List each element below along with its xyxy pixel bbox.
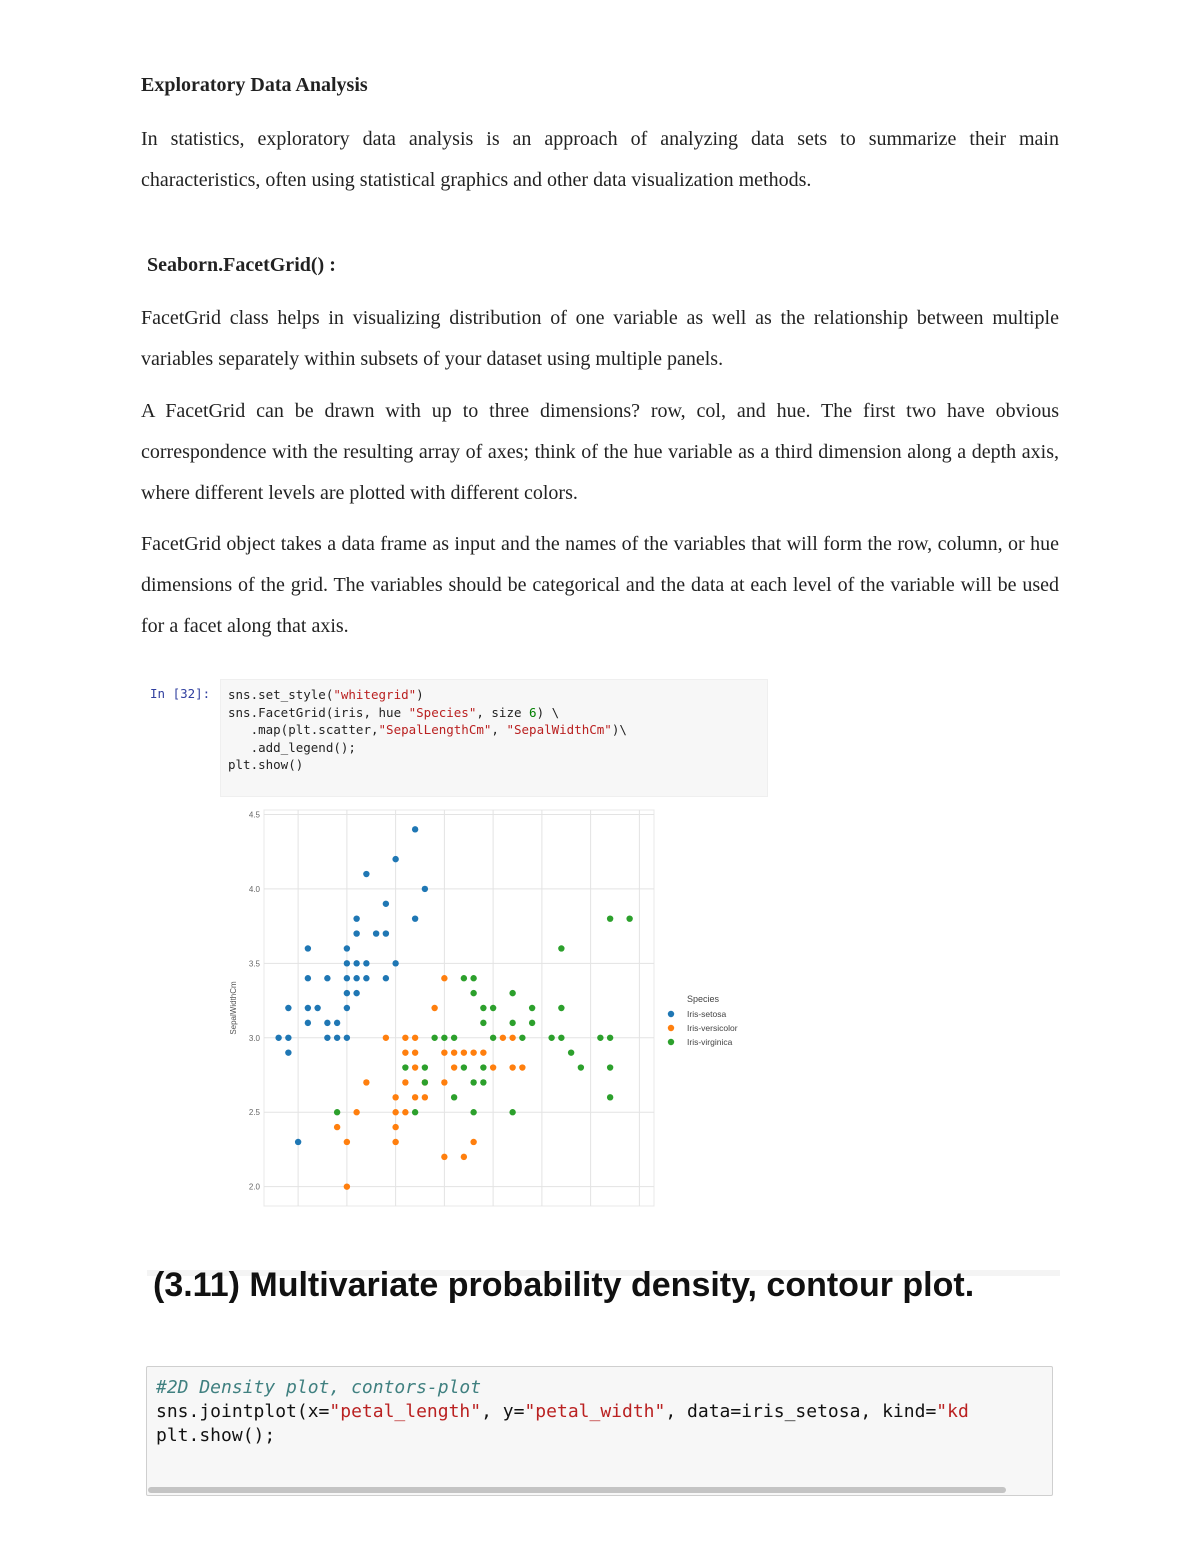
data-point [490, 1064, 496, 1070]
data-point [412, 1035, 418, 1041]
legend-marker [668, 1039, 674, 1045]
data-point [353, 990, 359, 996]
data-point [305, 945, 311, 951]
data-point [441, 975, 447, 981]
data-point [529, 1020, 535, 1026]
data-point [392, 1124, 398, 1130]
plot-area [264, 810, 654, 1206]
data-point [500, 1035, 506, 1041]
data-point [344, 1139, 350, 1145]
section-title: (3.11) Multivariate probability density, contour plot. [153, 1266, 975, 1304]
data-point [422, 1064, 428, 1070]
code-token: ) \ [536, 704, 560, 720]
data-point [451, 1049, 457, 1055]
code-string: "whitegrid" [333, 687, 417, 702]
paragraph-input: FacetGrid object takes a data frame as input and the names of the variables that will form the row, column, or hue dimensions of the grid. The variables should be categorical and the data at each level of the variable will be used for a facet along that axis. [141, 533, 1059, 637]
data-point [558, 945, 564, 951]
code-token: sns.FacetGrid(iris, hue [228, 704, 409, 720]
code-token: , size [476, 704, 530, 720]
heading: Exploratory Data Analysis [141, 74, 368, 96]
data-point [470, 1109, 476, 1115]
data-point [480, 1005, 486, 1011]
data-point [480, 1049, 486, 1055]
y-tick-labels [249, 810, 261, 1191]
code-string: "petal_length" [329, 1401, 482, 1422]
data-point [578, 1064, 584, 1070]
data-point [344, 960, 350, 966]
data-point [412, 1049, 418, 1055]
data-point [509, 1109, 515, 1115]
data-point [295, 1139, 301, 1145]
data-point [334, 1035, 340, 1041]
data-point [285, 1049, 291, 1055]
horizontal-scrollbar[interactable] [148, 1487, 1006, 1493]
data-point [334, 1109, 340, 1115]
data-point [402, 1035, 408, 1041]
code-comment: #2D Density plot, contors-plot [156, 1377, 482, 1398]
y-axis-label: SepalWidthCm [229, 981, 238, 1035]
code-token: , [491, 722, 507, 737]
y-tick-label: 4.5 [248, 810, 260, 820]
data-point [548, 1035, 554, 1041]
data-point [519, 1035, 525, 1041]
code-number: 6 [529, 704, 537, 720]
paragraph-dimensions: A FacetGrid can be drawn with up to three dimensions? row, col, and hue. The first two have obvious correspondence with the resulting array of axes; think of the hue variable as a third dimension along a depth axis, where different levels are plotted with different colors. [141, 400, 1059, 504]
data-point [392, 1094, 398, 1100]
data-point [363, 975, 369, 981]
y-tick-label: 2.5 [248, 1108, 260, 1118]
legend-marker [668, 1011, 674, 1017]
data-point [597, 1035, 603, 1041]
data-point [470, 1049, 476, 1055]
legend-marker [668, 1025, 674, 1031]
data-point [451, 1094, 457, 1100]
code-string: "Species" [408, 704, 477, 720]
legend-label: Iris-versicolor [687, 1023, 738, 1033]
data-point [275, 1035, 281, 1041]
data-point [344, 1183, 350, 1189]
y-tick-label: 4.0 [248, 884, 260, 894]
legend-label: Iris-setosa [687, 1009, 727, 1019]
data-point [334, 1124, 340, 1130]
code-cell-facetgrid[interactable] [228, 686, 627, 774]
data-point [422, 1094, 428, 1100]
data-point [344, 975, 350, 981]
data-point [412, 1064, 418, 1070]
data-point [509, 1020, 515, 1026]
data-point [461, 1049, 467, 1055]
data-point [461, 1154, 467, 1160]
code-token: , y= [481, 1401, 525, 1422]
data-point [344, 990, 350, 996]
data-point [392, 960, 398, 966]
data-point [480, 1079, 486, 1085]
data-point [607, 915, 613, 921]
code-string: "petal_width" [524, 1401, 666, 1422]
data-point [363, 871, 369, 877]
data-point [558, 1005, 564, 1011]
y-tick-label: 2.0 [248, 1182, 260, 1192]
data-point [402, 1064, 408, 1070]
code-cell-jointplot[interactable] [146, 1366, 1053, 1496]
data-point [607, 1035, 613, 1041]
data-point [392, 856, 398, 862]
y-tick-label: 3.0 [248, 1033, 260, 1043]
code-token: )\ [611, 722, 627, 737]
data-point [519, 1064, 525, 1070]
data-point [383, 901, 389, 907]
data-point [324, 1035, 330, 1041]
data-point [607, 1094, 613, 1100]
data-point [422, 886, 428, 892]
data-point [285, 1005, 291, 1011]
code-string: "kd [936, 1401, 969, 1422]
data-point [529, 1005, 535, 1011]
data-point [480, 1064, 486, 1070]
data-point [412, 1109, 418, 1115]
code-token: ) [416, 687, 424, 702]
code-token: .add_legend(); [228, 739, 356, 755]
data-point [461, 1064, 467, 1070]
data-point [422, 1079, 428, 1085]
data-point [470, 1139, 476, 1145]
data-point [285, 1035, 291, 1041]
data-point [509, 1064, 515, 1070]
data-point [412, 826, 418, 832]
legend-title: Species [687, 994, 720, 1004]
paragraph-facetgrid: FacetGrid class helps in visualizing distribution of one variable as well as the relationship between multiple variables separately within subsets of your dataset using multiple panels. [141, 307, 1059, 370]
scatter-chart [226, 800, 766, 1212]
data-point [451, 1035, 457, 1041]
data-point [363, 960, 369, 966]
code-token: sns.jointplot(x= [156, 1401, 330, 1422]
data-point [480, 1020, 486, 1026]
data-point [363, 1079, 369, 1085]
data-point [353, 1109, 359, 1115]
data-point [441, 1154, 447, 1160]
code-token: sns.set_style( [228, 687, 334, 702]
data-point [431, 1035, 437, 1041]
data-point [461, 975, 467, 981]
subheading: Seaborn.FacetGrid() : [147, 254, 336, 276]
data-point [305, 1020, 311, 1026]
data-point [441, 1035, 447, 1041]
paragraph-intro: In statistics, exploratory data analysis is an approach of analyzing data sets to summarize their main characteristics, often using statistical graphics and other data visualization methods. [141, 128, 1059, 191]
data-point [314, 1005, 320, 1011]
data-point [607, 1064, 613, 1070]
data-point [451, 1064, 457, 1070]
data-point [431, 1005, 437, 1011]
code-text [156, 1376, 969, 1448]
chart-grid [264, 810, 654, 1206]
data-point [334, 1020, 340, 1026]
data-point [305, 975, 311, 981]
cell-prompt: In [32]: [150, 686, 211, 701]
chart-legend [668, 994, 738, 1047]
data-point [353, 930, 359, 936]
code-token: , data=iris_setosa, kind= [665, 1401, 937, 1422]
data-point [392, 1109, 398, 1115]
data-point [324, 975, 330, 981]
data-point [441, 1079, 447, 1085]
data-point [392, 1139, 398, 1145]
code-string: "SepalLengthCm" [378, 722, 492, 737]
data-point [344, 1035, 350, 1041]
data-point [383, 930, 389, 936]
data-point [470, 975, 476, 981]
code-token: plt.show(); [156, 1425, 276, 1446]
data-point [626, 915, 632, 921]
data-point [490, 1035, 496, 1041]
code-string: "SepalWidthCm" [506, 722, 612, 737]
data-point [470, 1079, 476, 1085]
data-point [344, 945, 350, 951]
data-point [558, 1035, 564, 1041]
data-point [470, 990, 476, 996]
legend-label: Iris-virginica [687, 1037, 733, 1047]
code-token: .map(plt.scatter, [228, 722, 379, 737]
data-point [441, 1049, 447, 1055]
code-token: plt.show() [228, 757, 304, 772]
y-tick-label: 3.5 [248, 959, 260, 969]
data-point [353, 975, 359, 981]
data-point [353, 960, 359, 966]
data-point [568, 1049, 574, 1055]
data-point [412, 915, 418, 921]
data-point [344, 1005, 350, 1011]
data-point [509, 1035, 515, 1041]
data-point [412, 1094, 418, 1100]
data-point [353, 915, 359, 921]
data-point [324, 1020, 330, 1026]
data-point [490, 1005, 496, 1011]
data-point [383, 1035, 389, 1041]
data-point [402, 1049, 408, 1055]
data-point [509, 990, 515, 996]
data-point [402, 1079, 408, 1085]
data-point [402, 1109, 408, 1115]
data-point [305, 1005, 311, 1011]
data-point [373, 930, 379, 936]
data-point [383, 975, 389, 981]
